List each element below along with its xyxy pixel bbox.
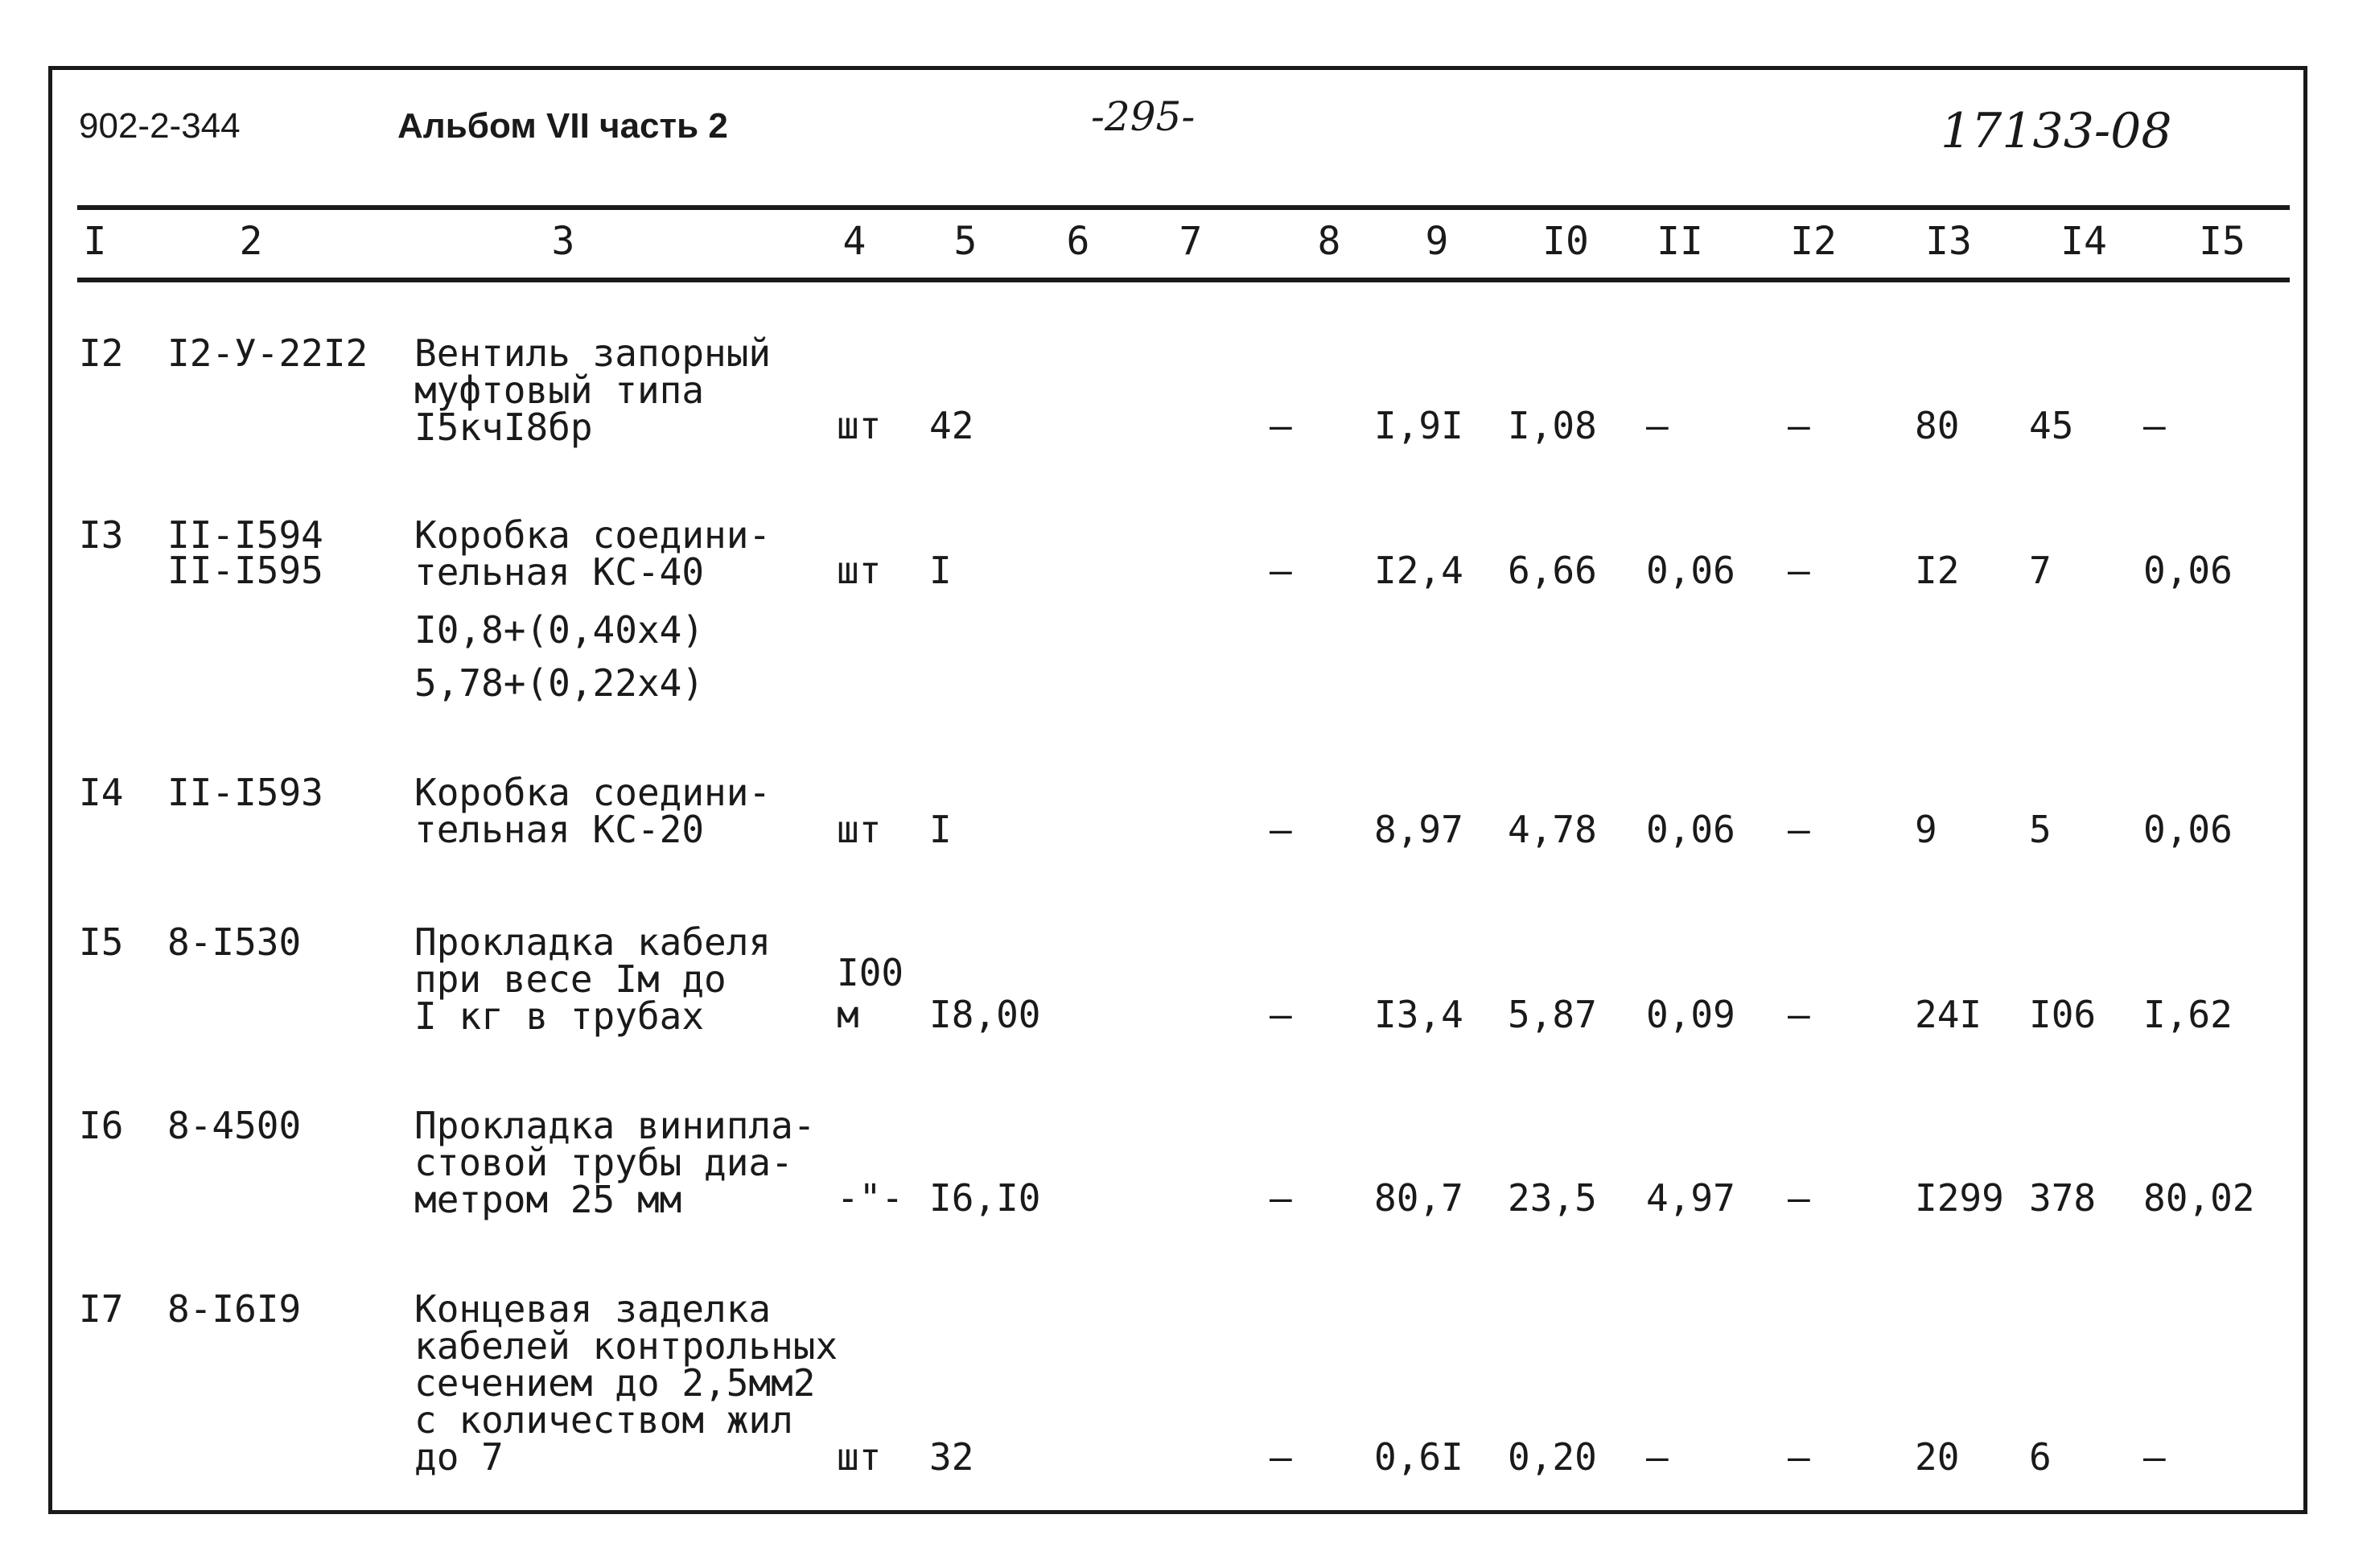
norm-code: 8-4500 [167,1104,302,1147]
cell-c11: 0,09 [1646,993,1735,1036]
column-number: 9 [1425,219,1449,264]
cell-c11: 0,06 [1646,549,1735,592]
cell-c11: 0,06 [1646,808,1735,851]
cell-c13: I2 [1915,549,1960,592]
quantity: I8,00 [929,993,1041,1036]
cell-c14: 45 [2029,404,2074,447]
cell-c12: – [1788,993,1810,1036]
calc-note: I0,8+(0,40х4) [414,608,705,652]
cell-c10: 5,87 [1508,993,1597,1036]
item-description: Концевая заделка кабелей контрольных сечением до 2,5мм2 с количеством жил до 7 [414,1287,838,1479]
cell-c15: – [2143,1435,2166,1479]
column-number: 4 [842,219,866,264]
column-number: I3 [1925,219,1972,264]
cell-c12: – [1788,549,1810,592]
cell-c8: – [1270,404,1292,447]
cell-c15: 80,02 [2143,1176,2255,1220]
cell-c11: – [1646,404,1669,447]
cell-c15: 0,06 [2143,549,2233,592]
row-number: I4 [79,771,124,814]
column-number: 7 [1179,219,1203,264]
item-description: Коробка соедини- тельная КС-40 [414,513,772,594]
cell-c12: – [1788,1176,1810,1220]
cell-c9: 0,6I [1374,1435,1463,1479]
item-description: Коробка соедини- тельная КС-20 [414,771,772,851]
quantity: I [929,549,952,592]
norm-code: II-I594 [167,513,323,557]
cell-c8: – [1270,808,1292,851]
cell-c8: – [1270,993,1292,1036]
column-number: 5 [953,219,978,264]
cell-c13: 9 [1915,808,1937,851]
quantity: 42 [929,404,974,447]
cell-c11: – [1646,1435,1669,1479]
column-number: 2 [239,219,263,264]
cell-c14: 6 [2029,1435,2052,1479]
column-number: II [1657,219,1703,264]
cell-c13: 20 [1915,1435,1960,1479]
cell-c12: – [1788,1435,1810,1479]
item-description: Вентиль запорный муфтовый типа I5кчI8бр [414,331,772,449]
quantity: I6,I0 [929,1176,1041,1220]
row-number: I5 [79,920,124,964]
cell-c8: – [1270,549,1292,592]
cell-c14: 5 [2029,808,2052,851]
column-number: I0 [1542,219,1589,264]
cell-c11: 4,97 [1646,1176,1735,1220]
item-description: Прокладка кабеля при весе Iм до I кг в трубах [414,920,772,1038]
cell-c8: – [1270,1176,1292,1220]
cell-c10: 0,20 [1508,1435,1597,1479]
cell-c12: – [1788,404,1810,447]
cell-c9: I,9I [1374,404,1463,447]
cell-c14: I06 [2029,993,2097,1036]
cell-c10: I,08 [1508,404,1597,447]
column-number: I [83,219,107,264]
column-number: 3 [551,219,575,264]
cell-c14: 378 [2029,1176,2097,1220]
cell-c8: – [1270,1435,1292,1479]
cell-c9: I3,4 [1374,993,1463,1036]
row-number: I7 [79,1287,124,1331]
norm-code: 8-I6I9 [167,1287,302,1331]
unit: -"- [837,1176,904,1220]
cell-c13: 24I [1915,993,1982,1036]
norm-code: I2-У-22I2 [167,331,368,375]
unit: шт [837,404,882,447]
calc-note: 5,78+(0,22х4) [414,661,705,705]
unit: шт [837,549,882,592]
doc-code: 902-2-344 [79,106,241,146]
page-number: -295- [1091,93,1196,140]
cell-c15: 0,06 [2143,808,2233,851]
sheet-code: 17133-08 [1941,103,2172,159]
quantity: 32 [929,1435,974,1479]
header-rule-bottom [77,278,2290,282]
quantity: I [929,808,952,851]
cell-c9: I2,4 [1374,549,1463,592]
cell-c13: 80 [1915,404,1960,447]
cell-c10: 23,5 [1508,1176,1597,1220]
document-frame [48,66,2307,1514]
unit: шт [837,808,882,851]
album-label: Альбом VII часть 2 [397,106,728,146]
unit: шт [837,1435,882,1479]
unit: м [837,993,859,1036]
item-description: Прокладка винипла- стовой трубы диа- метром 25 мм [414,1104,816,1221]
column-number: I4 [2060,219,2107,264]
cell-c12: – [1788,808,1810,851]
column-number: 8 [1317,219,1341,264]
cell-c15: I,62 [2143,993,2233,1036]
row-number: I6 [79,1104,124,1147]
unit: I00 [837,951,904,994]
norm-code: II-I595 [167,549,323,592]
column-number: I2 [1790,219,1837,264]
cell-c15: – [2143,404,2166,447]
cell-c10: 6,66 [1508,549,1597,592]
cell-c9: 80,7 [1374,1176,1463,1220]
cell-c10: 4,78 [1508,808,1597,851]
norm-code: II-I593 [167,771,323,814]
row-number: I3 [79,513,124,557]
norm-code: 8-I530 [167,920,302,964]
column-number: 6 [1066,219,1090,264]
row-number: I2 [79,331,124,375]
cell-c14: 7 [2029,549,2052,592]
cell-c13: I299 [1915,1176,2004,1220]
column-number: I5 [2199,219,2245,264]
header-rule-top [77,205,2290,210]
cell-c9: 8,97 [1374,808,1463,851]
